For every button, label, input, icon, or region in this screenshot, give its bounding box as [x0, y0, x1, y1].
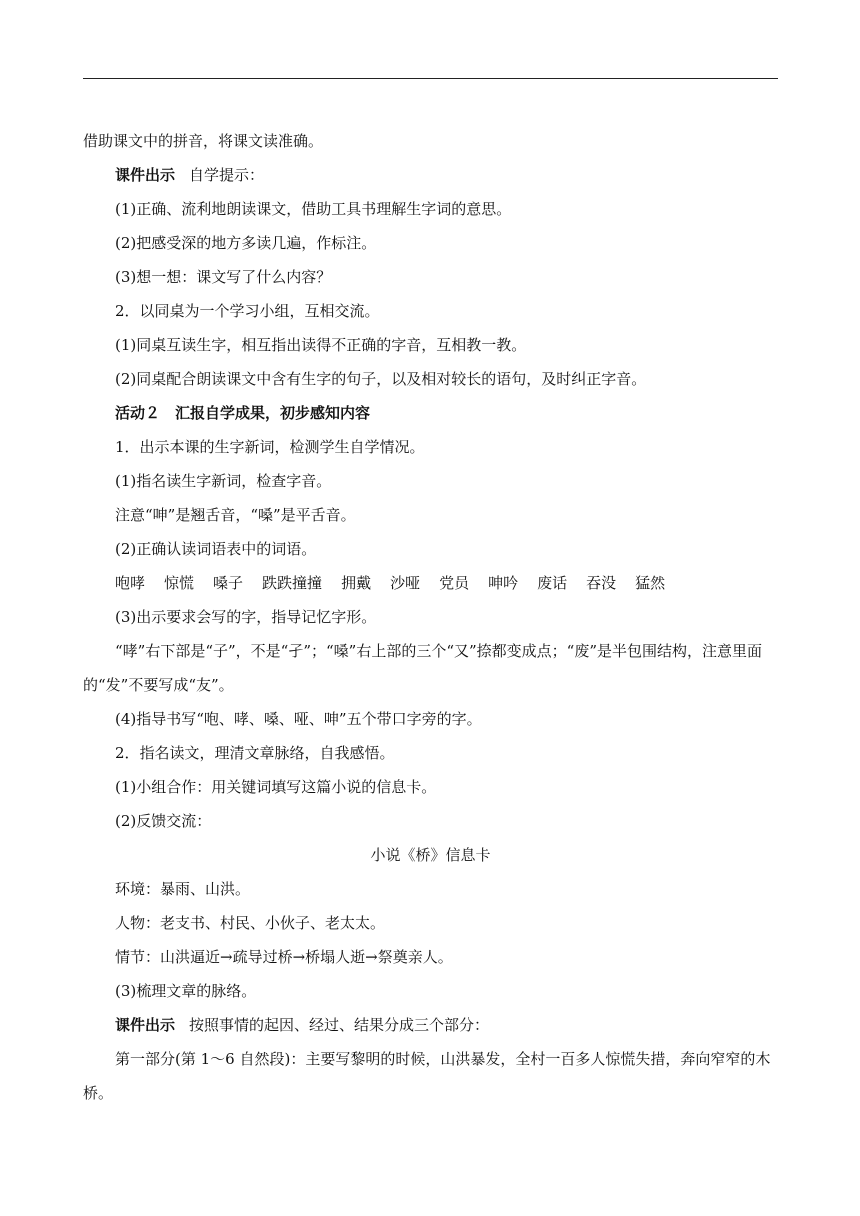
text-line: 借助课文中的拼音，将课文读准确。: [83, 132, 324, 150]
text-line: (2)把感受深的地方多读几遍，作标注。: [115, 234, 377, 252]
text-line: 2．以同桌为一个学习小组，互相交流。: [115, 302, 380, 320]
word-item: 跌跌撞撞: [262, 574, 323, 592]
text-paragraph: “哮”右下部是“子”，不是“孑”；“嗓”右上部的三个“又”捺都变成点；“废”是半包围结构，注意里面的“发”不要写成“友”。: [83, 642, 763, 694]
text-line: (1)同桌互读生字，相互指出读得不正确的字音，互相教一教。: [115, 336, 527, 354]
word-item: 废话: [537, 574, 568, 592]
word-list: [83, 566, 778, 600]
text-line: 注意“呻”是翘舌音，“嗓”是平舌音。: [115, 506, 356, 524]
text-line: [83, 158, 778, 192]
word-item: 咆哮: [115, 574, 146, 592]
text-line: (2)同桌配合朗读课文中含有生字的句子，以及相对较长的语句，及时纠正字音。: [115, 370, 647, 388]
text-line: (4)指导书写“咆、哮、嗓、哑、呻”五个带口字旁的字。: [115, 710, 482, 728]
header-rule: [83, 78, 778, 79]
word-item: 拥戴: [341, 574, 372, 592]
word-item: 吞没: [586, 574, 617, 592]
word-item: 党员: [439, 574, 470, 592]
text-span: 自学提示：: [189, 166, 265, 184]
text-line: [83, 1008, 778, 1042]
courseware-label: 课件出示: [115, 1016, 176, 1034]
text-paragraph: 第一部分(第 1～6 自然段)：主要写黎明的时候，山洪暴发，全村一百多人惊慌失措，奔向窄窄的木桥。: [83, 1050, 771, 1102]
word-item: 惊慌: [164, 574, 195, 592]
text-line: (3)出示要求会写的字，指导记忆字形。: [115, 608, 377, 626]
word-item: 猛然: [635, 574, 666, 592]
word-item: 沙哑: [390, 574, 421, 592]
text-line: 1．出示本课的生字新词，检测学生自学情况。: [115, 438, 425, 456]
text-line: 人物：老支书、村民、小伙子、老太太。: [115, 914, 386, 932]
text-line: 2．指名读文，理清文章脉络，自我感悟。: [115, 744, 395, 762]
info-card-title: 小说《桥》信息卡: [370, 846, 491, 864]
text-line: 环境：暴雨、山洪。: [115, 880, 251, 898]
section-heading: 活动２ 汇报自学成果，初步感知内容: [115, 404, 371, 422]
text-line: (2)正确认读词语表中的词语。: [115, 540, 317, 558]
text-line: (1)正确、流利地朗读课文，借助工具书理解生字词的意思。: [115, 200, 512, 218]
text-line: (1)小组合作：用关键词填写这篇小说的信息卡。: [115, 778, 437, 796]
text-line: 情节：山洪逼近→疏导过桥→桥塌人逝→祭奠亲人。: [115, 948, 453, 966]
text-line: (3)想一想：课文写了什么内容？: [115, 268, 332, 286]
word-item: 嗓子: [213, 574, 244, 592]
word-item: 呻吟: [488, 574, 519, 592]
text-line: (2)反馈交流：: [115, 812, 212, 830]
courseware-label: 课件出示: [115, 166, 176, 184]
document-body: [83, 124, 778, 1110]
text-line: (3)梳理文章的脉络。: [115, 982, 257, 1000]
text-line: (1)指名读生字新词，检查字音。: [115, 472, 332, 490]
text-span: 按照事情的起因、经过、结果分成三个部分：: [189, 1016, 490, 1034]
